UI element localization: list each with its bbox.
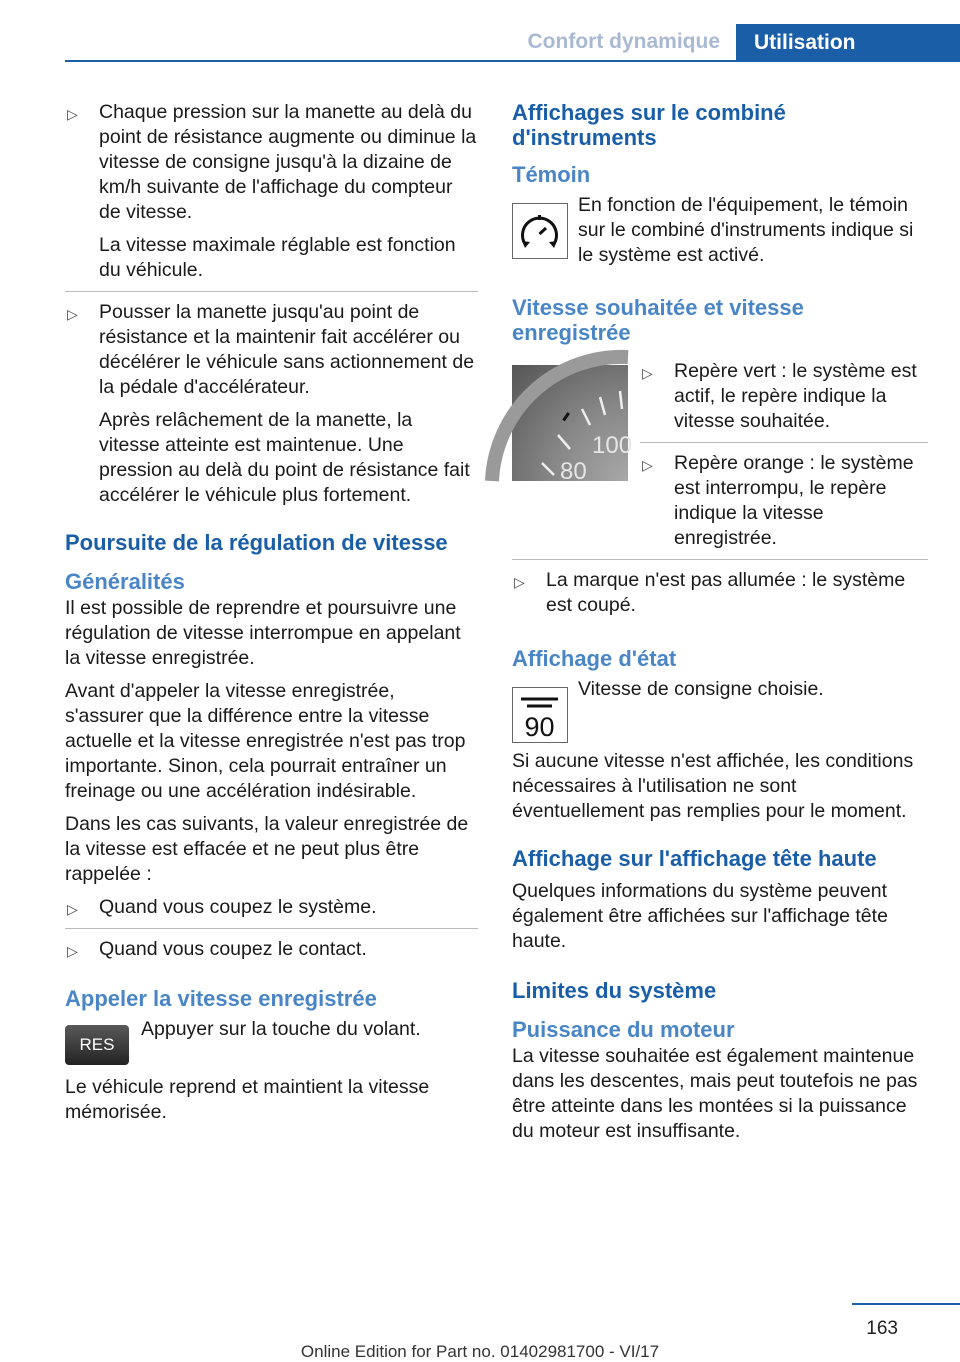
paragraph: Quand vous coupez le contact. (99, 938, 367, 960)
speedo-row (512, 359, 928, 551)
paragraph: Quelques informations du système peuvent également être affichées sur l'affichage tête haute. (512, 880, 888, 952)
triangle-right-icon: ▷ (642, 365, 653, 381)
speed-limiter-icon (512, 203, 568, 259)
paragraph: La marque n'est pas allumée : le système est coupé. (546, 569, 906, 616)
subsection-heading: Témoin (512, 162, 591, 187)
res-row (65, 1017, 478, 1075)
list-item (640, 451, 928, 551)
paragraph: En fonction de l'équipement, le témoin sur le combiné d'instruments indique si le système est activé. (578, 194, 914, 266)
list-item (65, 895, 478, 920)
edition-footer: Online Edition for Part no. 01402981700 - VI/17 (300, 1342, 660, 1361)
temoin-row (512, 193, 928, 273)
paragraph: Appuyer sur la touche du volant. (141, 1018, 421, 1040)
page-number: 163 (866, 1318, 898, 1339)
triangle-right-icon: ▷ (642, 457, 653, 473)
triangle-right-icon: ▷ (514, 574, 525, 590)
section-heading: Affichage sur l'affichage tête haute (512, 846, 877, 871)
paragraph: Après relâchement de la manette, la vitesse atteinte est maintenue. Une pression au delà du point de résistance fait accélérer le véhicule plus fortement. (99, 409, 470, 506)
etat-row (512, 677, 928, 749)
tab-utilisation[interactable]: Utilisation (736, 24, 960, 62)
divider (65, 928, 478, 929)
speedo-label-100: 100 (592, 432, 633, 459)
header-rule (65, 60, 960, 62)
triangle-right-icon: ▷ (67, 106, 78, 122)
paragraph: Quand vous coupez le système. (99, 896, 377, 918)
triangle-right-icon: ▷ (67, 901, 78, 917)
res-button-icon: RES (65, 1025, 129, 1065)
paragraph: Le véhicule reprend et maintient la vitesse mémorisée. (65, 1076, 430, 1123)
speedo-label-80: 80 (560, 458, 587, 485)
subsection-heading: Appeler la vitesse enregistrée (65, 986, 377, 1011)
list-item (65, 100, 478, 283)
set-speed-value: 90 (524, 712, 555, 742)
divider (640, 442, 928, 443)
divider (512, 559, 928, 560)
left-column (65, 100, 478, 1133)
paragraph: Repère vert : le système est actif, le repère indique la vitesse souhaitée. (674, 360, 917, 432)
speedometer-image (512, 365, 633, 485)
section-heading: Poursuite de la régulation de vitesse (65, 530, 448, 555)
triangle-right-icon: ▷ (67, 943, 78, 959)
paragraph: Repère orange : le système est interrompu, le repère indique la vitesse enregistrée. (674, 452, 914, 549)
list-item (65, 300, 478, 508)
tab-confort-dynamique[interactable]: Confort dynamique (527, 30, 720, 53)
list-item (640, 359, 928, 434)
paragraph: Avant d'appeler la vitesse enregistrée, s'assurer que la différence entre la vitesse actuelle et la vitesse enregistrée n'est pas trop importante. Sinon, cela pourrait entraîner un freinage ou une accélération indésirable. (65, 680, 466, 802)
paragraph: La vitesse souhaitée est également maintenue dans les descentes, mais peut toutefois ne pas être atteinte dans les montées si la puissance du moteur est insuffisante. (512, 1045, 918, 1142)
paragraph: Vitesse de consigne choisie. (578, 678, 824, 700)
subsection-heading: Vitesse souhaitée et vitesse enregistrée (512, 295, 804, 345)
paragraph: Chaque pression sur la manette au delà du point de résistance augmente ou diminue la vitesse de consigne jusqu'à la dizaine de km/h suivante de l'affichage du compteur de vitesse. (99, 101, 477, 223)
section-heading: Affichages sur le combiné d'instruments (512, 100, 786, 150)
set-speed-icon (512, 687, 568, 743)
paragraph: Pousser la manette jusqu'au point de résistance et la maintenir fait accélérer ou décélérer le véhicule sans actionnement de la pédale d'accélérateur. (99, 301, 475, 398)
divider (65, 291, 478, 292)
paragraph: Si aucune vitesse n'est affichée, les conditions nécessaires à l'utilisation ne sont éventuellement pas remplies pour le moment. (512, 750, 914, 822)
list-item (65, 937, 478, 962)
footer-rule (852, 1303, 960, 1305)
page-header (0, 0, 960, 62)
paragraph: Dans les cas suivants, la valeur enregistrée de la vitesse est effacée et ne peut plus être rappelée : (65, 813, 469, 885)
subsection-heading: Affichage d'état (512, 646, 677, 671)
right-column (512, 100, 928, 1152)
paragraph: Il est possible de reprendre et poursuivre une régulation de vitesse interrompue en appelant la vitesse enregistrée. (65, 597, 461, 669)
section-heading: Limites du système (512, 978, 717, 1003)
paragraph: La vitesse maximale réglable est fonction du véhicule. (99, 234, 456, 281)
triangle-right-icon: ▷ (67, 306, 78, 322)
subsection-heading: Généralités (65, 569, 185, 594)
list-item (512, 568, 928, 618)
subsection-heading: Puissance du moteur (512, 1017, 735, 1042)
